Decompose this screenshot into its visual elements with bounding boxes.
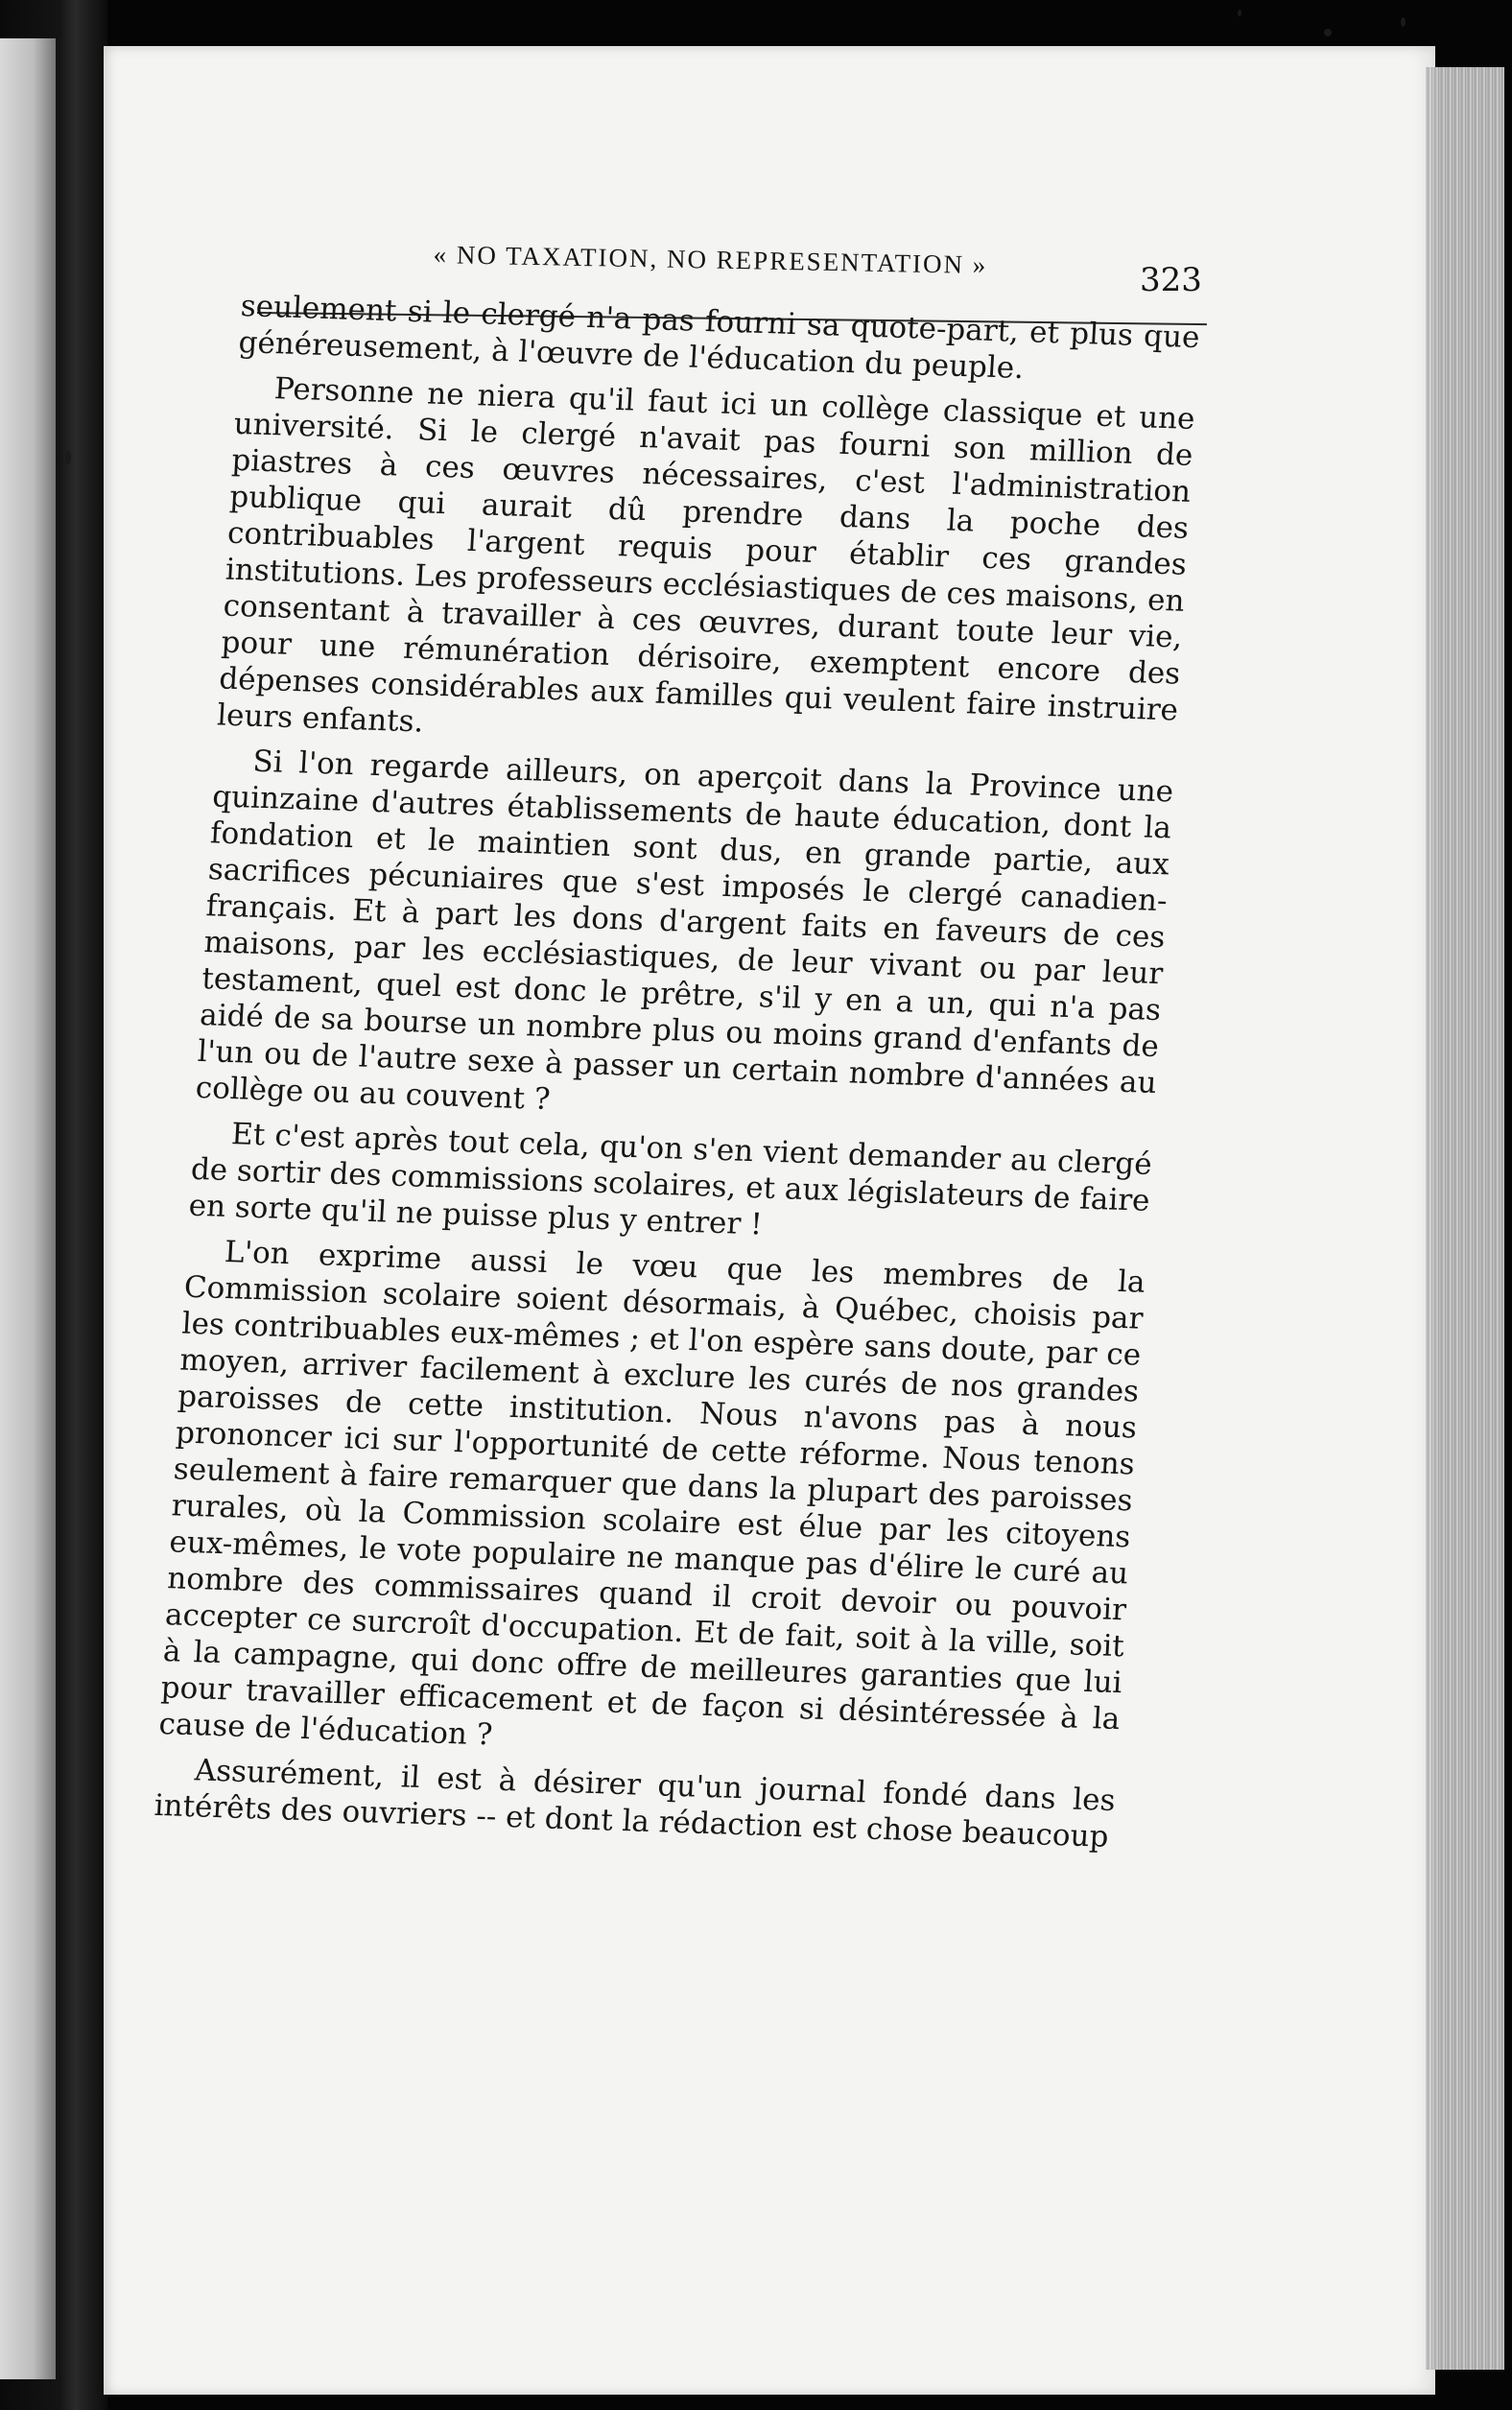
paragraph: seulement si le clergé n'a pas fourni sa quote-part, et plus que généreusement, à l'œuvre de l'éducation du peuple. <box>237 288 1201 387</box>
scan-speck <box>1324 29 1332 36</box>
scan-speck <box>65 451 71 464</box>
text-body <box>153 288 1200 1864</box>
stacked-page-edges <box>1426 67 1504 2370</box>
paragraph: Et c'est après tout cela, qu'on s'en vient demander au clergé de sortir des commissions scolaires, et aux législateurs de faire en sorte qu'il ne puisse plus y entrer ! <box>187 1117 1153 1242</box>
previous-page-edge <box>0 38 56 2379</box>
paragraph: Personne ne niera qu'il faut ici un collège classique et une université. Si le clergé n'avait pas fourni son million de piastres à ces œuvres nécessaires, c'est l'administration publique qui aurait dû prendre dans la poche des contribuables l'argent requis pour établir ces grandes institutions. Les professeurs ecclésiastiques de ces maisons, en consentant à travailler à ces œuvres, durant toute leur vie, pour une rémunération dérisoire, exemptent encore des dépenses considérables aux familles qui veulent faire instruire leurs enfants. <box>216 371 1196 740</box>
scan-speck <box>1401 17 1406 27</box>
paragraph: Si l'on regarde ailleurs, on aperçoit dans la Province une quinzaine d'autres établissements de haute éducation, dont la fondation et le maintien sont dus, en grande partie, aux sacrifices pécuniaires que s'est imposés le clergé canadien-français. Et à part les dons d'argent faits en faveurs de ces maisons, par les ecclésiastiques, de leur vivant ou par leur testament, quel est donc le prêtre, s'il y en a un, qui n'a pas aidé de sa bourse un nombre plus ou moins grand d'enfants de l'un ou de l'autre sexe à passer un certain nombre d'années au collège ou au couvent ? <box>194 744 1175 1118</box>
scan-speck <box>1238 10 1241 16</box>
page-number: 323 <box>1140 261 1202 299</box>
paragraph: L'on exprime aussi le vœu que les membres de la Commission scolaire soient désormais, à Québec, choisis par les contribuables eux-mêmes ; et l'on espère sans doute, par ce moyen, arriver facilement à exclure les curés de nos grandes paroisses de cette institution. Nous n'avons pas à nous prononcer ici sur l'opportunité de cette réforme. Nous tenons seulement à faire remarquer que dans la plupart des paroisses rurales, où la Commission scolaire est élue par les citoyens eux-mêmes, le vote populaire ne manque pas d'élire le curé au nombre des commissaires quand il croit devoir ou pouvoir accepter ce surcroît d'occupation. Et de fait, soit à la ville, soit à la campagne, qui donc offre de meilleures garanties que lui pour travailler efficacement et de façon si désintéressée à la cause de l'éducation ? <box>157 1234 1146 1753</box>
paragraph: Assurément, il est à désirer qu'un journal fondé dans les intérêts des ouvriers -- et dont la rédaction est chose beaucoup <box>153 1753 1117 1855</box>
running-head: « NO TAXATION, NO REPRESENTATION » <box>433 240 988 280</box>
